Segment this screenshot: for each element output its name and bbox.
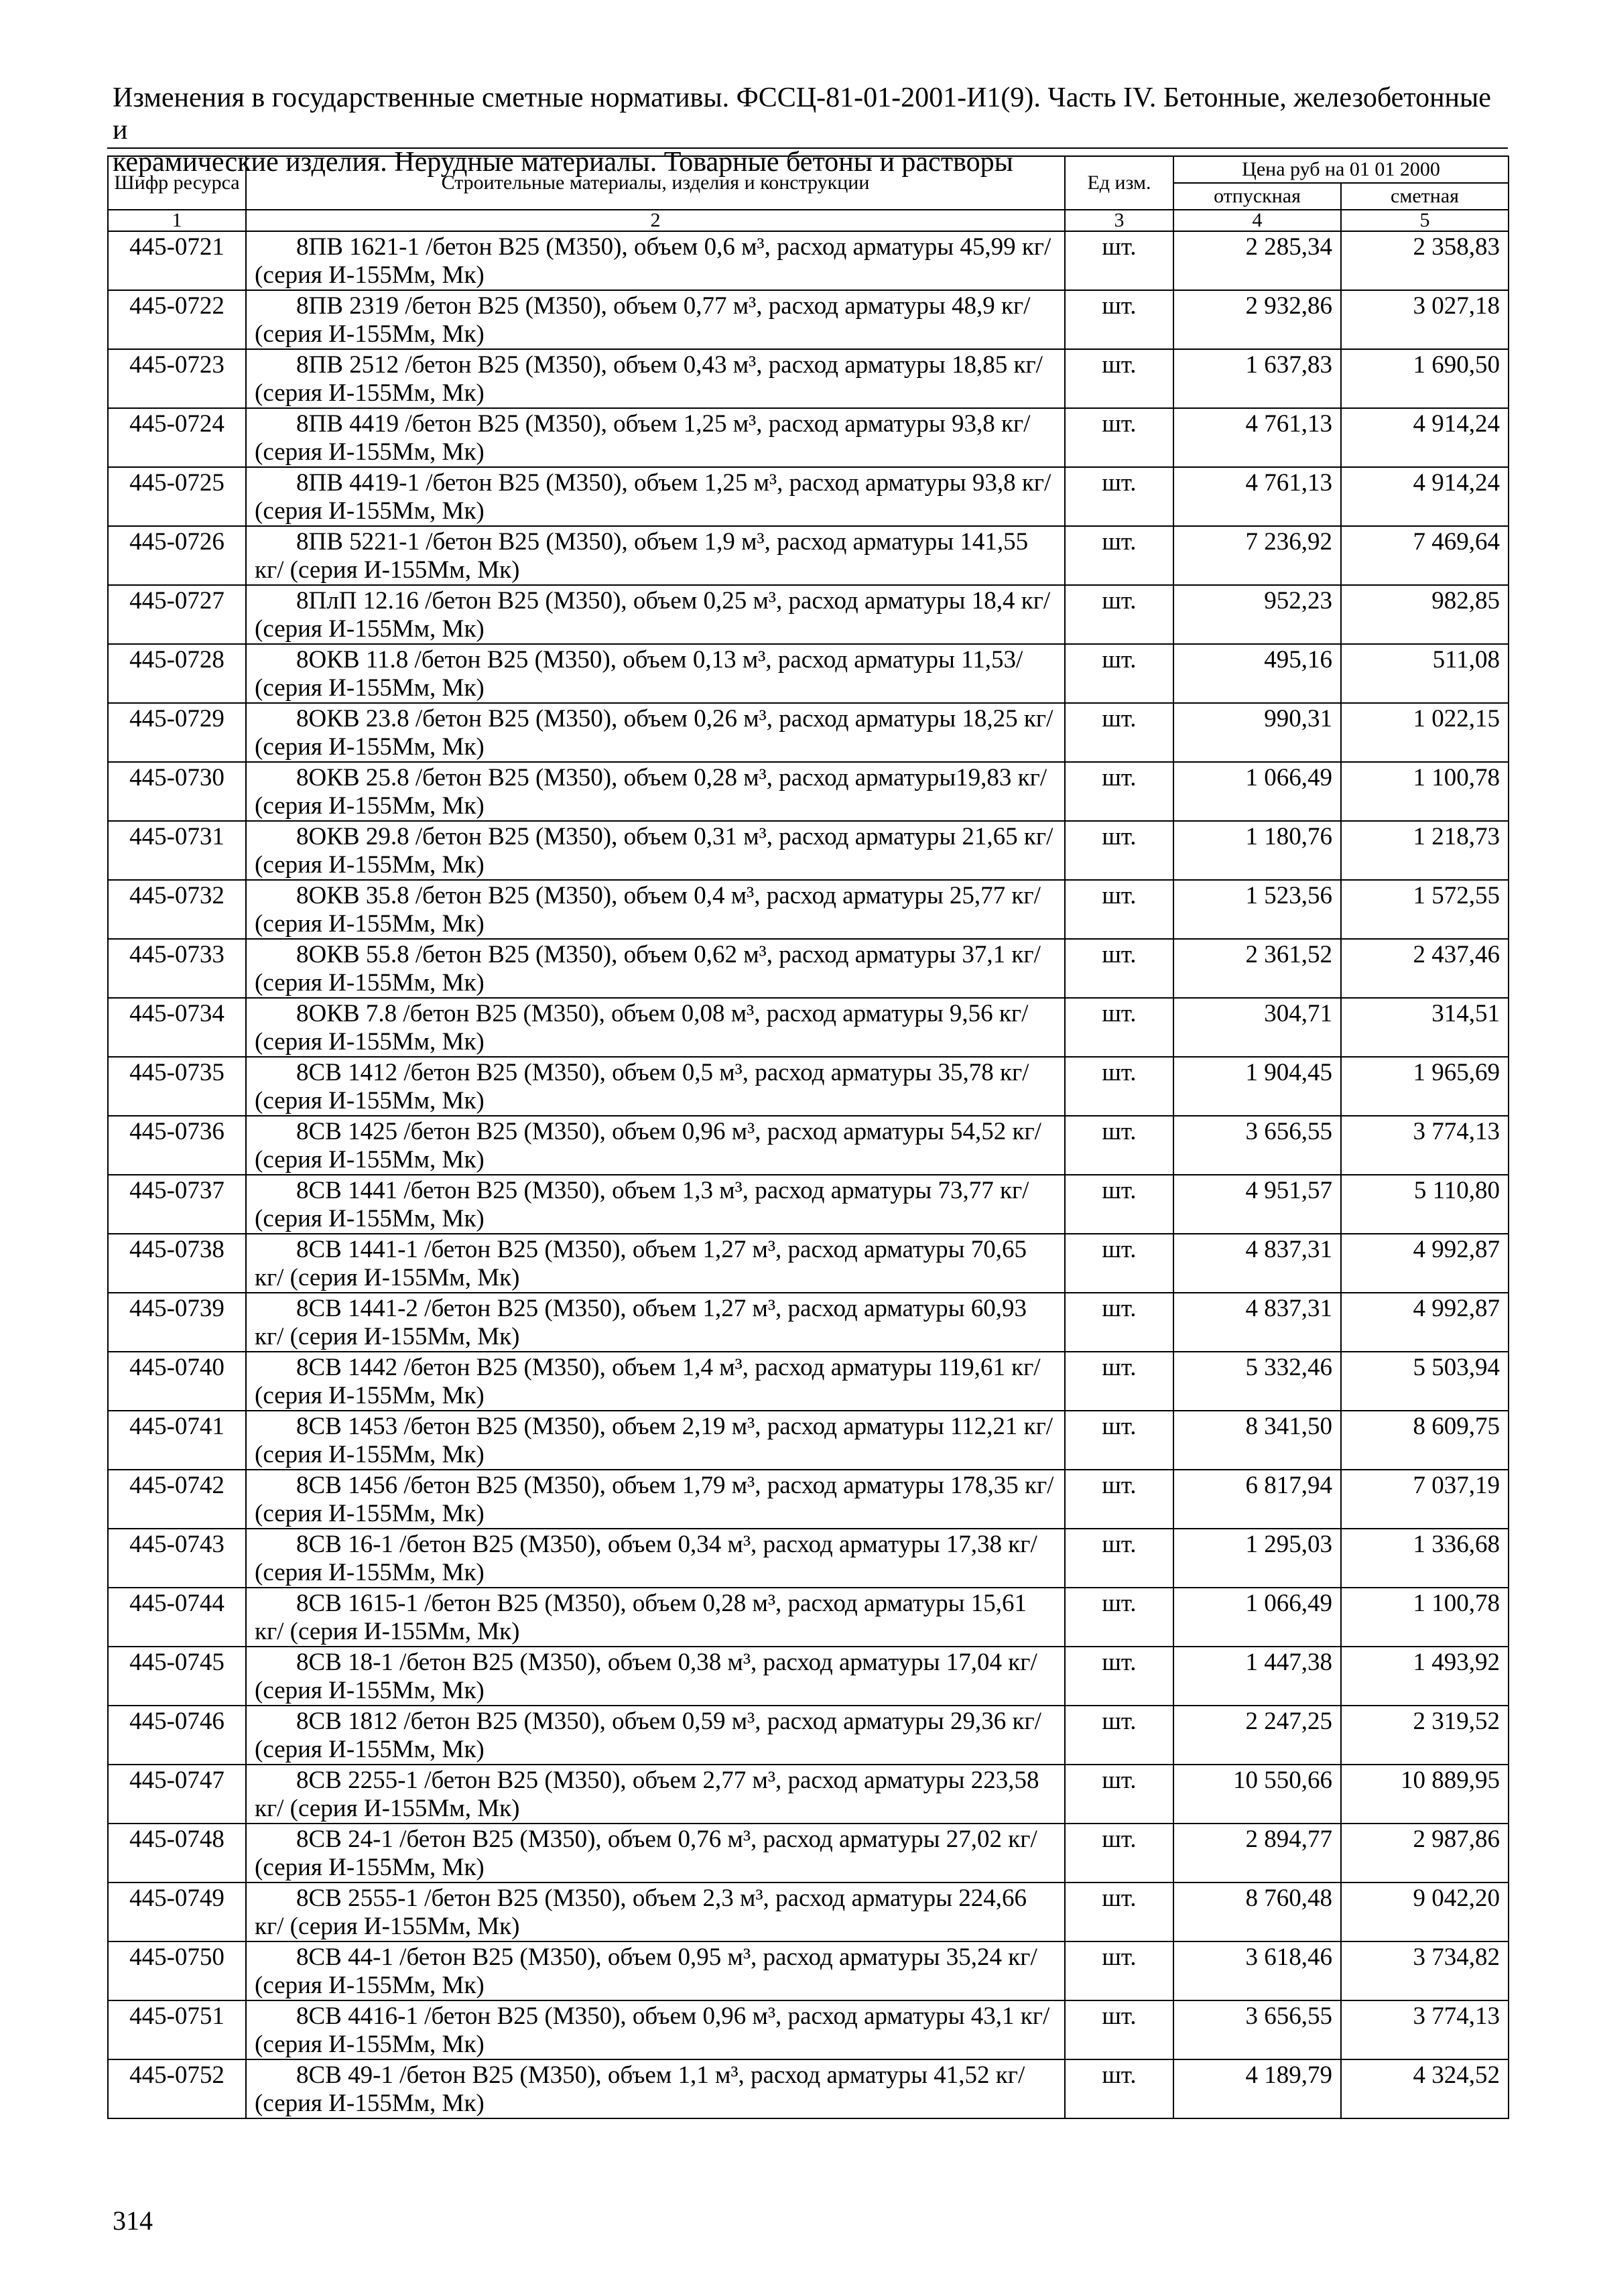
description-text: 8СВ 24-1 /бетон В25 (М350), объем 0,76 м³, расход арматуры 27,02 кг/ (серия И-155Мм, Мк) bbox=[255, 1826, 1037, 1881]
estimate-price-cell: 10 889,95 bbox=[1341, 1765, 1509, 1824]
description-text: 8СВ 2255-1 /бетон В25 (М350), объем 2,77 м³, расход арматуры 223,58 кг/ (серия И-155Мм, Мк) bbox=[255, 1767, 1039, 1822]
description-cell bbox=[246, 880, 1065, 939]
release-price-cell: 495,16 bbox=[1173, 644, 1341, 703]
description-text: 8СВ 1442 /бетон В25 (М350), объем 1,4 м³, расход арматуры 119,61 кг/ (серия И-155Мм, Мк) bbox=[255, 1354, 1041, 1409]
unit-cell: шт. bbox=[1065, 585, 1173, 644]
release-price-cell: 1 447,38 bbox=[1173, 1647, 1341, 1706]
description-cell bbox=[246, 231, 1065, 290]
column-header-price: Цена руб на 01 01 2000 bbox=[1173, 156, 1509, 183]
estimate-price-cell: 4 914,24 bbox=[1341, 408, 1509, 467]
unit-cell: шт. bbox=[1065, 290, 1173, 349]
estimate-price-cell: 7 469,64 bbox=[1341, 526, 1509, 585]
table-row bbox=[108, 349, 1509, 408]
resource-code-cell: 445-0721 bbox=[108, 231, 246, 290]
column-number: 5 bbox=[1341, 210, 1509, 231]
column-header-unit: Ед изм. bbox=[1065, 156, 1173, 210]
description-cell bbox=[246, 1116, 1065, 1175]
description-cell bbox=[246, 2000, 1065, 2059]
price-table bbox=[107, 155, 1509, 2119]
description-cell bbox=[246, 585, 1065, 644]
description-text: 8ПВ 4419 /бетон В25 (М350), объем 1,25 м³, расход арматуры 93,8 кг/ (серия И-155Мм, Мк) bbox=[255, 410, 1031, 466]
estimate-price-cell: 2 358,83 bbox=[1341, 231, 1509, 290]
description-cell bbox=[246, 939, 1065, 998]
resource-code-cell: 445-0734 bbox=[108, 998, 246, 1057]
estimate-price-cell: 1 100,78 bbox=[1341, 1588, 1509, 1647]
release-price-cell: 8 760,48 bbox=[1173, 1883, 1341, 1941]
description-text: 8СВ 1441 /бетон В25 (М350), объем 1,3 м³, расход арматуры 73,77 кг/ (серия И-155Мм, Мк) bbox=[255, 1177, 1029, 1232]
column-header-estimate: сметная bbox=[1341, 183, 1509, 210]
unit-cell: шт. bbox=[1065, 1883, 1173, 1941]
release-price-cell: 7 236,92 bbox=[1173, 526, 1341, 585]
unit-cell: шт. bbox=[1065, 1234, 1173, 1293]
unit-cell: шт. bbox=[1065, 703, 1173, 762]
table-row bbox=[108, 1175, 1509, 1234]
unit-cell: шт. bbox=[1065, 1293, 1173, 1352]
column-header-name: Строительные материалы, изделия и конструкции bbox=[246, 156, 1065, 210]
description-cell bbox=[246, 1706, 1065, 1765]
table-row bbox=[108, 880, 1509, 939]
estimate-price-cell: 1 100,78 bbox=[1341, 762, 1509, 821]
resource-code-cell: 445-0743 bbox=[108, 1529, 246, 1588]
table-row bbox=[108, 467, 1509, 526]
table-row bbox=[108, 290, 1509, 349]
header-line-1: Изменения в государственные сметные нормативы. ФССЦ-81-01-2001-И1(9). Часть IV. Бетонные, железобетонные и bbox=[113, 82, 1491, 145]
resource-code-cell: 445-0728 bbox=[108, 644, 246, 703]
estimate-price-cell: 1 022,15 bbox=[1341, 703, 1509, 762]
resource-code-cell: 445-0730 bbox=[108, 762, 246, 821]
release-price-cell: 6 817,94 bbox=[1173, 1470, 1341, 1529]
table-row bbox=[108, 1588, 1509, 1647]
table-row bbox=[108, 1706, 1509, 1765]
unit-cell: шт. bbox=[1065, 2000, 1173, 2059]
estimate-price-cell: 8 609,75 bbox=[1341, 1411, 1509, 1470]
description-cell bbox=[246, 1941, 1065, 2000]
resource-code-cell: 445-0727 bbox=[108, 585, 246, 644]
resource-code-cell: 445-0747 bbox=[108, 1765, 246, 1824]
estimate-price-cell: 1 965,69 bbox=[1341, 1057, 1509, 1116]
description-cell bbox=[246, 821, 1065, 880]
description-text: 8СВ 1615-1 /бетон В25 (М350), объем 0,28 м³, расход арматуры 15,61 кг/ (серия И-155Мм, Мк) bbox=[255, 1590, 1027, 1645]
description-cell bbox=[246, 998, 1065, 1057]
estimate-price-cell: 4 992,87 bbox=[1341, 1293, 1509, 1352]
resource-code-cell: 445-0739 bbox=[108, 1293, 246, 1352]
column-header-release: отпускная bbox=[1173, 183, 1341, 210]
description-text: 8СВ 1441-1 /бетон В25 (М350), объем 1,27 м³, расход арматуры 70,65 кг/ (серия И-155Мм, Мк) bbox=[255, 1236, 1027, 1291]
unit-cell: шт. bbox=[1065, 1529, 1173, 1588]
description-text: 8ПлП 12.16 /бетон В25 (М350), объем 0,25 м³, расход арматуры 18,4 кг/ (серия И-155Мм, Мк) bbox=[255, 587, 1051, 643]
description-cell bbox=[246, 1824, 1065, 1883]
resource-code-cell: 445-0724 bbox=[108, 408, 246, 467]
unit-cell: шт. bbox=[1065, 1824, 1173, 1883]
description-text: 8ОКВ 55.8 /бетон В25 (М350), объем 0,62 м³, расход арматуры 37,1 кг/ (серия И-155Мм, Мк) bbox=[255, 941, 1041, 997]
description-cell bbox=[246, 1470, 1065, 1529]
description-cell bbox=[246, 526, 1065, 585]
table-row bbox=[108, 231, 1509, 290]
description-cell bbox=[246, 1057, 1065, 1116]
table-body bbox=[108, 231, 1509, 2118]
description-cell bbox=[246, 349, 1065, 408]
estimate-price-cell: 4 324,52 bbox=[1341, 2059, 1509, 2118]
table-row bbox=[108, 1941, 1509, 2000]
estimate-price-cell: 5 110,80 bbox=[1341, 1175, 1509, 1234]
unit-cell: шт. bbox=[1065, 349, 1173, 408]
table-row bbox=[108, 1293, 1509, 1352]
release-price-cell: 1 637,83 bbox=[1173, 349, 1341, 408]
unit-cell: шт. bbox=[1065, 1057, 1173, 1116]
description-text: 8СВ 1456 /бетон В25 (М350), объем 1,79 м³, расход арматуры 178,35 кг/ (серия И-155Мм, Мк) bbox=[255, 1472, 1054, 1527]
release-price-cell: 4 951,57 bbox=[1173, 1175, 1341, 1234]
column-number: 1 bbox=[108, 210, 246, 231]
release-price-cell: 304,71 bbox=[1173, 998, 1341, 1057]
resource-code-cell: 445-0735 bbox=[108, 1057, 246, 1116]
table-row bbox=[108, 821, 1509, 880]
release-price-cell: 1 295,03 bbox=[1173, 1529, 1341, 1588]
description-text: 8ПВ 5221-1 /бетон В25 (М350), объем 1,9 м³, расход арматуры 141,55 кг/ (серия И-155Мм, Мк) bbox=[255, 528, 1029, 584]
unit-cell: шт. bbox=[1065, 467, 1173, 526]
resource-code-cell: 445-0737 bbox=[108, 1175, 246, 1234]
description-cell bbox=[246, 408, 1065, 467]
release-price-cell: 1 066,49 bbox=[1173, 762, 1341, 821]
unit-cell: шт. bbox=[1065, 1706, 1173, 1765]
description-cell bbox=[246, 1529, 1065, 1588]
estimate-price-cell: 2 319,52 bbox=[1341, 1706, 1509, 1765]
column-numbers-row bbox=[108, 210, 1509, 231]
table-row bbox=[108, 1529, 1509, 1588]
description-cell bbox=[246, 703, 1065, 762]
description-cell bbox=[246, 1647, 1065, 1706]
resource-code-cell: 445-0738 bbox=[108, 1234, 246, 1293]
description-cell bbox=[246, 1411, 1065, 1470]
resource-code-cell: 445-0748 bbox=[108, 1824, 246, 1883]
release-price-cell: 3 656,55 bbox=[1173, 1116, 1341, 1175]
description-text: 8СВ 4416-1 /бетон В25 (М350), объем 0,96 м³, расход арматуры 43,1 кг/ (серия И-155Мм, Мк) bbox=[255, 2002, 1050, 2058]
estimate-price-cell: 3 774,13 bbox=[1341, 1116, 1509, 1175]
description-cell bbox=[246, 1883, 1065, 1941]
resource-code-cell: 445-0732 bbox=[108, 880, 246, 939]
unit-cell: шт. bbox=[1065, 762, 1173, 821]
unit-cell: шт. bbox=[1065, 408, 1173, 467]
description-text: 8ПВ 2319 /бетон В25 (М350), объем 0,77 м³, расход арматуры 48,9 кг/ (серия И-155Мм, Мк) bbox=[255, 292, 1031, 348]
table-row bbox=[108, 2000, 1509, 2059]
description-text: 8ОКВ 23.8 /бетон В25 (М350), объем 0,26 м³, расход арматуры 18,25 кг/ (серия И-155Мм, Мк) bbox=[255, 705, 1053, 761]
resource-code-cell: 445-0725 bbox=[108, 467, 246, 526]
table-row bbox=[108, 703, 1509, 762]
unit-cell: шт. bbox=[1065, 998, 1173, 1057]
resource-code-cell: 445-0751 bbox=[108, 2000, 246, 2059]
header-rule bbox=[107, 147, 1508, 149]
release-price-cell: 4 189,79 bbox=[1173, 2059, 1341, 2118]
unit-cell: шт. bbox=[1065, 1941, 1173, 2000]
description-text: 8СВ 18-1 /бетон В25 (М350), объем 0,38 м³, расход арматуры 17,04 кг/ (серия И-155Мм, Мк) bbox=[255, 1649, 1037, 1704]
table-row bbox=[108, 585, 1509, 644]
unit-cell: шт. bbox=[1065, 1470, 1173, 1529]
unit-cell: шт. bbox=[1065, 231, 1173, 290]
release-price-cell: 4 837,31 bbox=[1173, 1293, 1341, 1352]
resource-code-cell: 445-0750 bbox=[108, 1941, 246, 2000]
release-price-cell: 2 894,77 bbox=[1173, 1824, 1341, 1883]
table-row bbox=[108, 2059, 1509, 2118]
description-text: 8ОКВ 7.8 /бетон В25 (М350), объем 0,08 м³, расход арматуры 9,56 кг/ (серия И-155Мм, Мк) bbox=[255, 1000, 1029, 1056]
resource-code-cell: 445-0723 bbox=[108, 349, 246, 408]
description-text: 8СВ 1425 /бетон В25 (М350), объем 0,96 м³, расход арматуры 54,52 кг/ (серия И-155Мм, Мк) bbox=[255, 1118, 1041, 1173]
description-text: 8ОКВ 35.8 /бетон В25 (М350), объем 0,4 м³, расход арматуры 25,77 кг/ (серия И-155Мм, Мк) bbox=[255, 882, 1041, 938]
description-text: 8СВ 1812 /бетон В25 (М350), объем 0,59 м³, расход арматуры 29,36 кг/ (серия И-155Мм, Мк) bbox=[255, 1708, 1041, 1763]
description-cell bbox=[246, 1765, 1065, 1824]
estimate-price-cell: 9 042,20 bbox=[1341, 1883, 1509, 1941]
release-price-cell: 990,31 bbox=[1173, 703, 1341, 762]
estimate-price-cell: 511,08 bbox=[1341, 644, 1509, 703]
estimate-price-cell: 7 037,19 bbox=[1341, 1470, 1509, 1529]
release-price-cell: 4 761,13 bbox=[1173, 408, 1341, 467]
unit-cell: шт. bbox=[1065, 880, 1173, 939]
table-row bbox=[108, 1647, 1509, 1706]
resource-code-cell: 445-0729 bbox=[108, 703, 246, 762]
resource-code-cell: 445-0731 bbox=[108, 821, 246, 880]
table-row bbox=[108, 998, 1509, 1057]
resource-code-cell: 445-0749 bbox=[108, 1883, 246, 1941]
estimate-price-cell: 3 734,82 bbox=[1341, 1941, 1509, 2000]
table-row bbox=[108, 939, 1509, 998]
unit-cell: шт. bbox=[1065, 644, 1173, 703]
table-row bbox=[108, 1765, 1509, 1824]
release-price-cell: 1 523,56 bbox=[1173, 880, 1341, 939]
estimate-price-cell: 982,85 bbox=[1341, 585, 1509, 644]
description-cell bbox=[246, 1293, 1065, 1352]
resource-code-cell: 445-0742 bbox=[108, 1470, 246, 1529]
unit-cell: шт. bbox=[1065, 1765, 1173, 1824]
table-row bbox=[108, 1824, 1509, 1883]
unit-cell: шт. bbox=[1065, 1588, 1173, 1647]
resource-code-cell: 445-0741 bbox=[108, 1411, 246, 1470]
description-text: 8СВ 2555-1 /бетон В25 (М350), объем 2,3 м³, расход арматуры 224,66 кг/ (серия И-155Мм, Мк) bbox=[255, 1885, 1027, 1940]
estimate-price-cell: 4 914,24 bbox=[1341, 467, 1509, 526]
release-price-cell: 10 550,66 bbox=[1173, 1765, 1341, 1824]
column-number: 3 bbox=[1065, 210, 1173, 231]
table-row bbox=[108, 1883, 1509, 1941]
release-price-cell: 1 904,45 bbox=[1173, 1057, 1341, 1116]
table-row bbox=[108, 762, 1509, 821]
release-price-cell: 4 761,13 bbox=[1173, 467, 1341, 526]
description-text: 8ОКВ 11.8 /бетон В25 (М350), объем 0,13 м³, расход арматуры 11,53/ (серия И-155Мм, Мк) bbox=[255, 646, 1023, 702]
release-price-cell: 3 618,46 bbox=[1173, 1941, 1341, 2000]
release-price-cell: 1 066,49 bbox=[1173, 1588, 1341, 1647]
table-row bbox=[108, 1057, 1509, 1116]
description-cell bbox=[246, 2059, 1065, 2118]
release-price-cell: 5 332,46 bbox=[1173, 1352, 1341, 1411]
estimate-price-cell: 4 992,87 bbox=[1341, 1234, 1509, 1293]
description-text: 8СВ 44-1 /бетон В25 (М350), объем 0,95 м³, расход арматуры 35,24 кг/ (серия И-155Мм, Мк) bbox=[255, 1943, 1037, 1999]
description-text: 8ПВ 2512 /бетон В25 (М350), объем 0,43 м³, расход арматуры 18,85 кг/ (серия И-155Мм, Мк) bbox=[255, 351, 1043, 407]
estimate-price-cell: 3 774,13 bbox=[1341, 2000, 1509, 2059]
description-text: 8СВ 1453 /бетон В25 (М350), объем 2,19 м³, расход арматуры 112,21 кг/ (серия И-155Мм, Мк) bbox=[255, 1413, 1053, 1468]
estimate-price-cell: 2 437,46 bbox=[1341, 939, 1509, 998]
release-price-cell: 8 341,50 bbox=[1173, 1411, 1341, 1470]
unit-cell: шт. bbox=[1065, 1116, 1173, 1175]
table-row bbox=[108, 1352, 1509, 1411]
release-price-cell: 2 361,52 bbox=[1173, 939, 1341, 998]
release-price-cell: 952,23 bbox=[1173, 585, 1341, 644]
unit-cell: шт. bbox=[1065, 2059, 1173, 2118]
unit-cell: шт. bbox=[1065, 526, 1173, 585]
resource-code-cell: 445-0746 bbox=[108, 1706, 246, 1765]
description-text: 8СВ 16-1 /бетон В25 (М350), объем 0,34 м³, расход арматуры 17,38 кг/ (серия И-155Мм, Мк) bbox=[255, 1531, 1037, 1586]
release-price-cell: 2 932,86 bbox=[1173, 290, 1341, 349]
estimate-price-cell: 1 493,92 bbox=[1341, 1647, 1509, 1706]
estimate-price-cell: 1 690,50 bbox=[1341, 349, 1509, 408]
unit-cell: шт. bbox=[1065, 1175, 1173, 1234]
description-text: 8СВ 1412 /бетон В25 (М350), объем 0,5 м³, расход арматуры 35,78 кг/ (серия И-155Мм, Мк) bbox=[255, 1059, 1029, 1114]
release-price-cell: 2 247,25 bbox=[1173, 1706, 1341, 1765]
description-text: 8ОКВ 29.8 /бетон В25 (М350), объем 0,31 м³, расход арматуры 21,65 кг/ (серия И-155Мм, Мк) bbox=[255, 823, 1053, 879]
estimate-price-cell: 1 336,68 bbox=[1341, 1529, 1509, 1588]
description-cell bbox=[246, 1234, 1065, 1293]
description-text: 8ПВ 1621-1 /бетон В25 (М350), объем 0,6 м³, расход арматуры 45,99 кг/ (серия И-155Мм, Мк) bbox=[255, 233, 1051, 289]
table-row bbox=[108, 526, 1509, 585]
resource-code-cell: 445-0744 bbox=[108, 1588, 246, 1647]
resource-code-cell: 445-0740 bbox=[108, 1352, 246, 1411]
resource-code-cell: 445-0722 bbox=[108, 290, 246, 349]
header-line-2: керамические изделия. Нерудные материалы. Товарные бетоны и растворы bbox=[113, 147, 1013, 178]
description-cell bbox=[246, 1175, 1065, 1234]
table-row bbox=[108, 1116, 1509, 1175]
estimate-price-cell: 1 572,55 bbox=[1341, 880, 1509, 939]
description-text: 8ОКВ 25.8 /бетон В25 (М350), объем 0,28 м³, расход арматуры19,83 кг/ (серия И-155Мм, Мк) bbox=[255, 764, 1047, 820]
description-cell bbox=[246, 762, 1065, 821]
resource-code-cell: 445-0733 bbox=[108, 939, 246, 998]
estimate-price-cell: 1 218,73 bbox=[1341, 821, 1509, 880]
table-row bbox=[108, 1470, 1509, 1529]
description-cell bbox=[246, 644, 1065, 703]
resource-code-cell: 445-0726 bbox=[108, 526, 246, 585]
resource-code-cell: 445-0752 bbox=[108, 2059, 246, 2118]
release-price-cell: 4 837,31 bbox=[1173, 1234, 1341, 1293]
release-price-cell: 2 285,34 bbox=[1173, 231, 1341, 290]
estimate-price-cell: 2 987,86 bbox=[1341, 1824, 1509, 1883]
unit-cell: шт. bbox=[1065, 1411, 1173, 1470]
column-number: 4 bbox=[1173, 210, 1341, 231]
resource-code-cell: 445-0736 bbox=[108, 1116, 246, 1175]
resource-code-cell: 445-0745 bbox=[108, 1647, 246, 1706]
unit-cell: шт. bbox=[1065, 1352, 1173, 1411]
description-text: 8СВ 49-1 /бетон В25 (М350), объем 1,1 м³, расход арматуры 41,52 кг/ (серия И-155Мм, Мк) bbox=[255, 2061, 1025, 2117]
estimate-price-cell: 314,51 bbox=[1341, 998, 1509, 1057]
description-text: 8СВ 1441-2 /бетон В25 (М350), объем 1,27 м³, расход арматуры 60,93 кг/ (серия И-155Мм, Мк) bbox=[255, 1295, 1027, 1350]
release-price-cell: 1 180,76 bbox=[1173, 821, 1341, 880]
description-cell bbox=[246, 1588, 1065, 1647]
description-cell bbox=[246, 290, 1065, 349]
page-number: 314 bbox=[113, 2206, 153, 2236]
description-cell bbox=[246, 467, 1065, 526]
table-row bbox=[108, 1234, 1509, 1293]
table-row bbox=[108, 1411, 1509, 1470]
unit-cell: шт. bbox=[1065, 939, 1173, 998]
description-text: 8ПВ 4419-1 /бетон В25 (М350), объем 1,25 м³, расход арматуры 93,8 кг/ (серия И-155Мм, Мк) bbox=[255, 469, 1051, 525]
estimate-price-cell: 3 027,18 bbox=[1341, 290, 1509, 349]
column-number: 2 bbox=[246, 210, 1065, 231]
estimate-price-cell: 5 503,94 bbox=[1341, 1352, 1509, 1411]
description-cell bbox=[246, 1352, 1065, 1411]
release-price-cell: 3 656,55 bbox=[1173, 2000, 1341, 2059]
table-row bbox=[108, 644, 1509, 703]
column-header-code: Шифр ресурса bbox=[108, 156, 246, 210]
unit-cell: шт. bbox=[1065, 1647, 1173, 1706]
table-row bbox=[108, 408, 1509, 467]
unit-cell: шт. bbox=[1065, 821, 1173, 880]
